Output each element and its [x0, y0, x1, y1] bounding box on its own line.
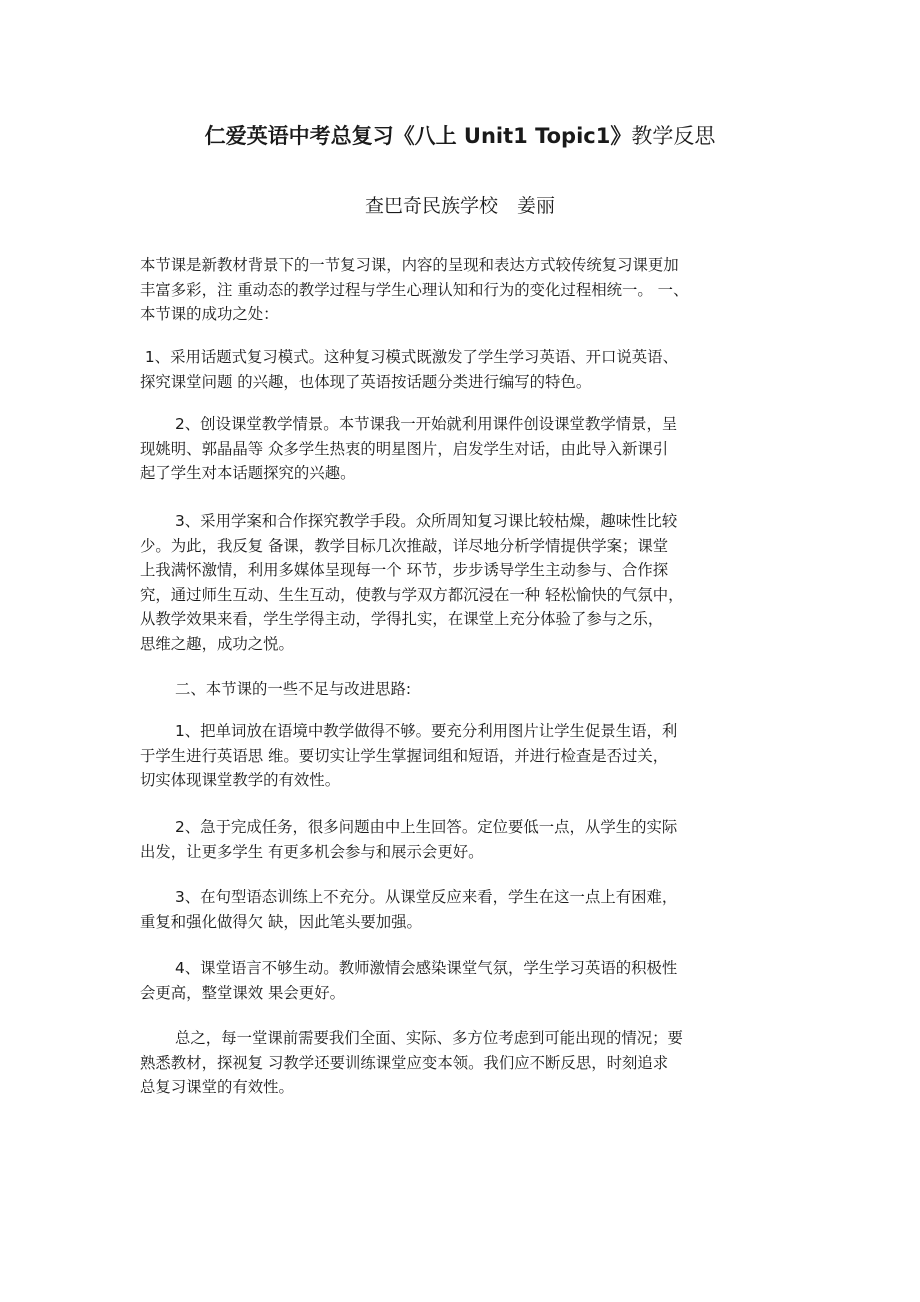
paragraph-line: 1、采用话题式复习模式。这种复习模式既激发了学生学习英语、开口说英语、: [140, 348, 678, 366]
paragraph-success-1: [140, 345, 678, 394]
paragraph-line: 2、创设课堂教学情景。本节课我一开始就利用课件创设课堂教学情景，呈: [175, 415, 678, 433]
page-title: [0, 121, 920, 151]
paragraph-line: 上我满怀激情，利用多媒体呈现每一个 环节，步步诱导学生主动参与、合作探: [140, 561, 669, 579]
paragraph-line: 起了学生对本话题探究的兴趣。: [140, 464, 356, 482]
title-main: 仁爱英语中考总复习《八上 Unit1 Topic1》: [204, 124, 632, 148]
paragraph-line: 切实体现课堂教学的有效性。: [140, 771, 341, 789]
paragraph-line: 本节课是新教材背景下的一节复习课，内容的呈现和表达方式较传统复习课更加: [140, 256, 679, 274]
paragraph-line: 3、采用学案和合作探究教学手段。众所周知复习课比较枯燥，趣味性比较: [175, 512, 678, 530]
paragraph-line: 1、把单词放在语境中教学做得不够。要充分利用图片让学生促景生语，利: [175, 722, 678, 740]
paragraph-line: 4、课堂语言不够生动。教师激情会感染课堂气氛，学生学习英语的积极性: [175, 959, 678, 977]
section-heading-shortcomings: [140, 677, 411, 702]
paragraph-line: 出发，让更多学生 有更多机会参与和展示会更好。: [140, 842, 484, 861]
paragraph-intro: [140, 253, 688, 327]
paragraph-line: 丰富多彩，注 重动态的教学过程与学生心理认知和行为的变化过程相统一。 一、: [140, 280, 689, 299]
paragraph-shortcoming-4: [140, 956, 677, 1005]
paragraph-line: 重复和强化做得欠 缺，因此笔头要加强。: [140, 912, 422, 931]
paragraph-line: 从教学效果来看，学生学得主动，学得扎实，在课堂上充分体验了参与之乐，: [140, 610, 664, 628]
title-tail: 教学反思: [631, 124, 716, 148]
author-line: 查巴奇民族学校 姜丽: [364, 195, 555, 217]
paragraph-line: 会更高，整堂课效 果会更好。: [140, 983, 345, 1002]
paragraph-shortcoming-3: [140, 885, 677, 934]
paragraph-line: 少。为此，我反复 备课，教学目标几次推敲，详尽地分析学情提供学案；课堂: [140, 536, 669, 555]
paragraph-success-3: [140, 509, 684, 656]
paragraph-line: 2、急于完成任务，很多问题由中上生回答。定位要低一点，从学生的实际: [175, 818, 678, 836]
paragraph-shortcoming-1: [140, 719, 677, 793]
paragraph-conclusion: [140, 1026, 683, 1100]
paragraph-line: 现姚明、郭晶晶等 众多学生热衷的明星图片，启发学生对话，由此导入新课引: [140, 439, 669, 458]
paragraph-line: 总之，每一堂课前需要我们全面、实际、多方位考虑到可能出现的情况；要: [175, 1029, 683, 1047]
paragraph-success-2: [140, 412, 677, 486]
paragraph-line: 思维之趣，成功之悦。: [140, 634, 294, 653]
paragraph-line: 本节课的成功之处：: [140, 305, 279, 323]
paragraph-shortcoming-2: [140, 815, 677, 864]
paragraph-line: 二、本节课的一些不足与改进思路:: [175, 680, 412, 698]
paragraph-line: 究，通过师生互动、生生互动，使教与学双方都沉浸在一种 轻松愉快的气氛中，: [140, 585, 684, 604]
paragraph-line: 于学生进行英语思 维。要切实让学生掌握词组和短语，并进行检查是否过关，: [140, 746, 669, 765]
paragraph-line: 总复习课堂的有效性。: [140, 1078, 294, 1096]
paragraph-line: 探究课堂问题 的兴趣，也体现了英语按话题分类进行编写的特色。: [140, 372, 592, 391]
paragraph-line: 熟悉教材，探视复 习教学还要训练课堂应变本领。我们应不断反思，时刻追求: [140, 1053, 669, 1072]
paragraph-line: 3、在句型语态训练上不充分。从课堂反应来看，学生在这一点上有困难，: [175, 888, 678, 906]
